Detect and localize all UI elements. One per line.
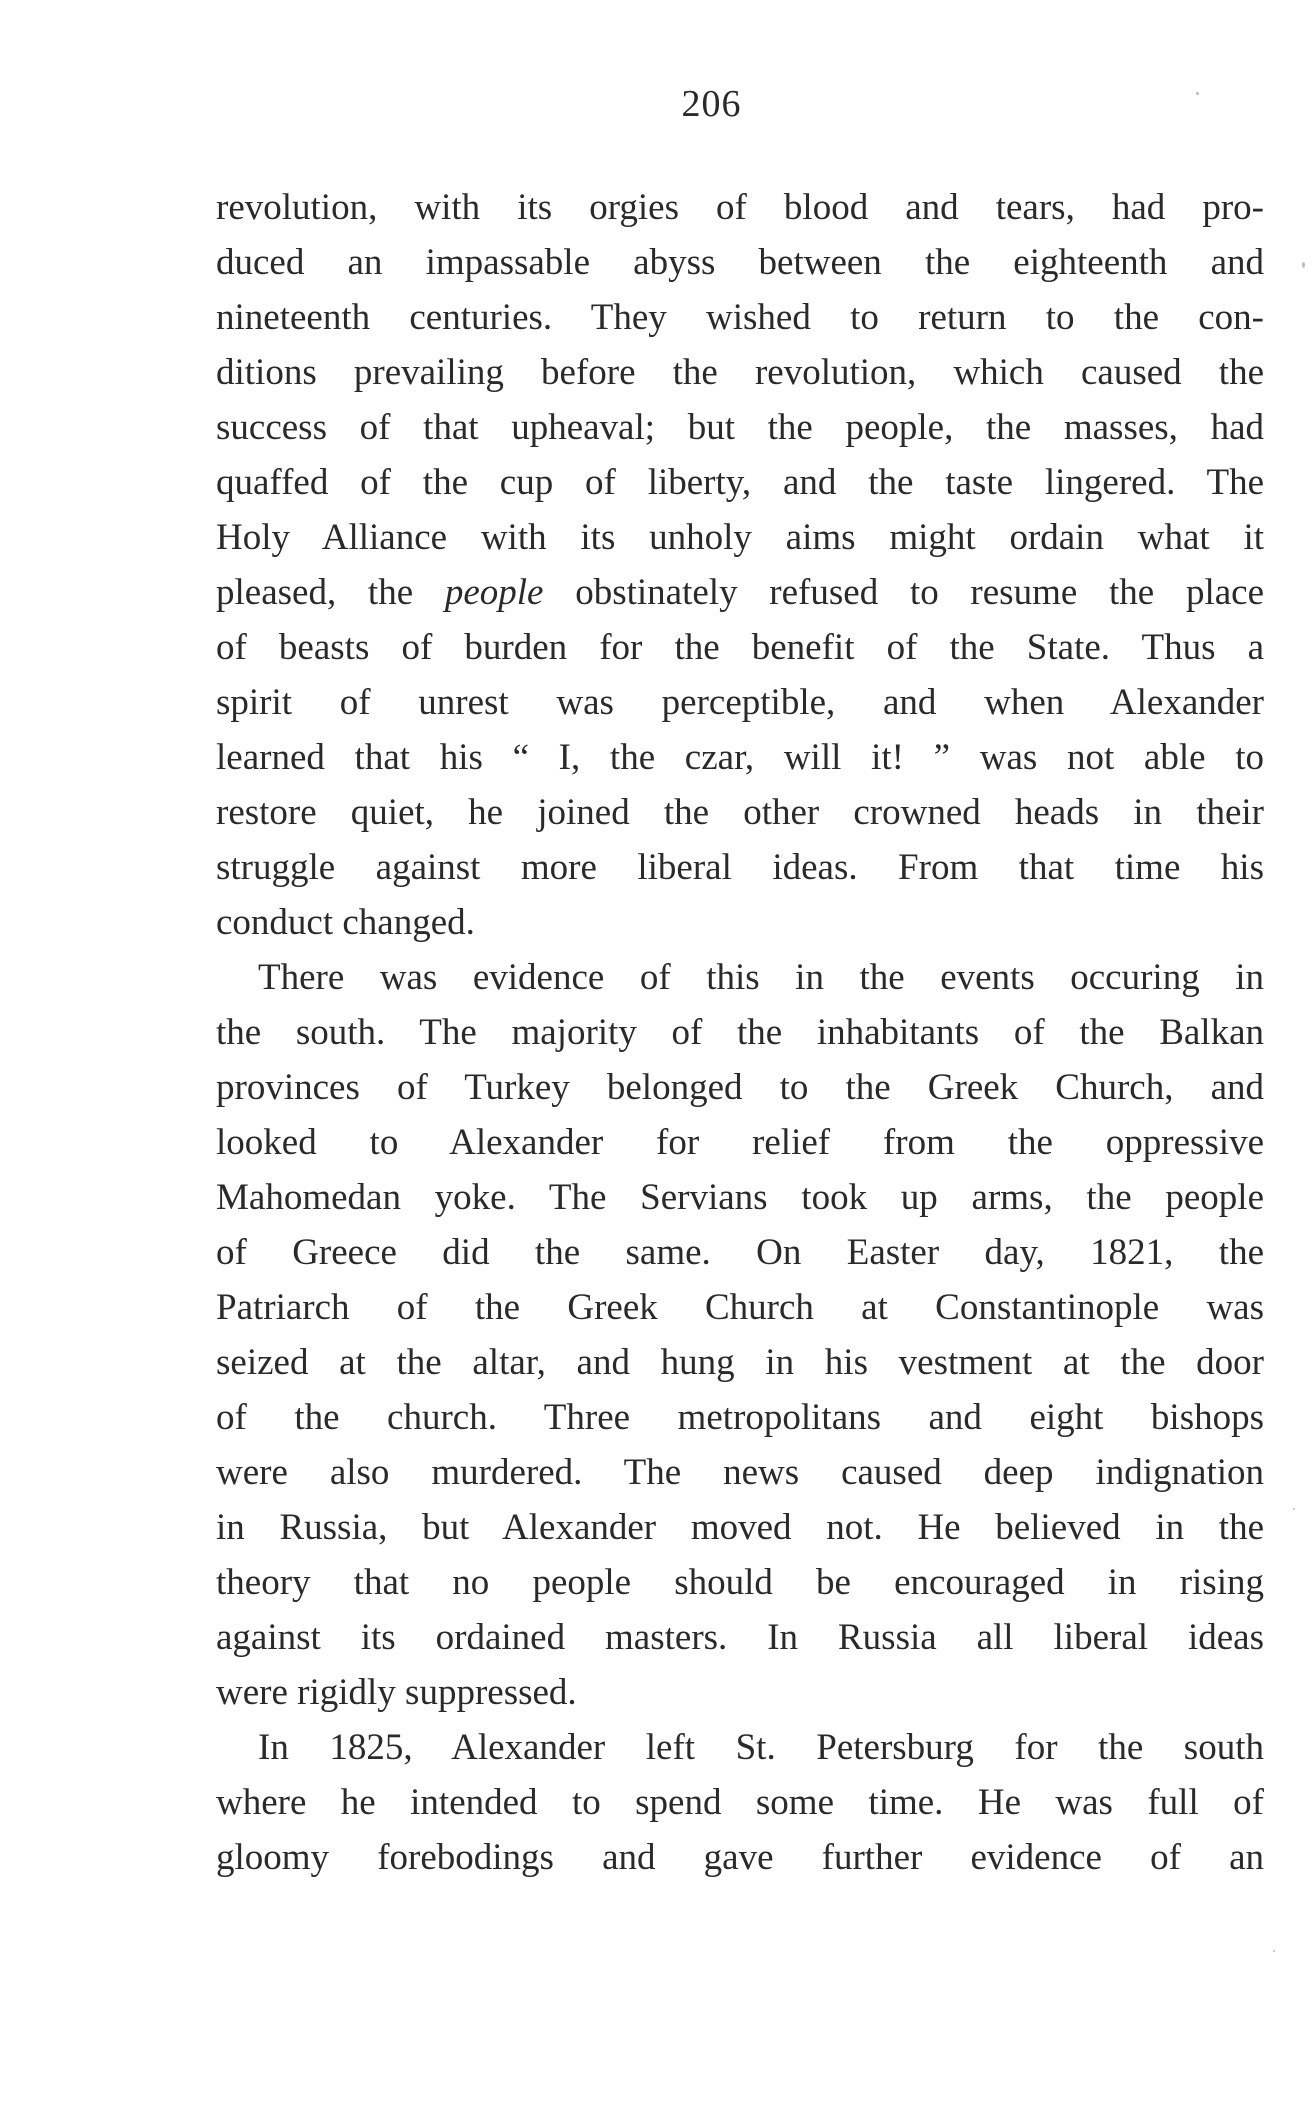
scan-speck [1273, 1950, 1275, 1952]
text-line: restore quiet, he joined the other crowned heads in their [216, 792, 1264, 833]
paragraph [216, 1720, 1264, 1885]
text-line: of Greece did the same. On Easter day, 1821, the [216, 1232, 1264, 1273]
text-line: nineteenth centuries. They wished to return to the con- [216, 297, 1264, 338]
text-line: seized at the altar, and hung in his vestment at the door [216, 1342, 1264, 1383]
text-line: theory that no people should be encouraged in rising [216, 1562, 1264, 1603]
text-line: In 1825, Alexander left St. Petersburg for the south [258, 1727, 1264, 1768]
text-line: struggle against more liberal ideas. From that time his [216, 847, 1264, 888]
text-line: There was evidence of this in the events occuring in [258, 957, 1264, 998]
text-line: the south. The majority of the inhabitants of the Balkan [216, 1012, 1264, 1053]
text-line: where he intended to spend some time. He was full of [216, 1782, 1264, 1823]
text-line: ditions prevailing before the revolution, which caused the [216, 352, 1264, 393]
text-line: success of that upheaval; but the people, the masses, had [216, 407, 1264, 448]
text-line: against its ordained masters. In Russia all liberal ideas [216, 1617, 1264, 1658]
text-line: were rigidly suppressed. [216, 1672, 577, 1713]
text-line: duced an impassable abyss between the eighteenth and [216, 242, 1264, 283]
emphasis-text: people [444, 572, 544, 613]
text-line: conduct changed. [216, 902, 475, 943]
page-number: 206 [681, 83, 742, 125]
text-run: pleased, the [216, 572, 445, 613]
paragraph [216, 950, 1264, 1720]
text-run: obstinately refused to resume the place [543, 572, 1264, 613]
text-line: Patriarch of the Greek Church at Constantinople was [216, 1287, 1264, 1328]
text-line: of the church. Three metropolitans and eight bishops [216, 1397, 1264, 1438]
body-text [216, 180, 1264, 1885]
text-line: Mahomedan yoke. The Servians took up arms, the people [216, 1177, 1264, 1218]
text-line: learned that his “ I, the czar, will it! ” was not able to [216, 737, 1264, 778]
scan-speck [1293, 1508, 1295, 1510]
text-line: Holy Alliance with its unholy aims might ordain what it [216, 517, 1264, 558]
text-line: looked to Alexander for relief from the oppressive [216, 1122, 1264, 1163]
text-line: in Russia, but Alexander moved not. He believed in the [216, 1507, 1264, 1548]
text-line: provinces of Turkey belonged to the Greek Church, and [216, 1067, 1264, 1108]
text-line: gloomy forebodings and gave further evidence of an [216, 1837, 1264, 1878]
paragraph [216, 180, 1264, 950]
text-line [216, 565, 1264, 620]
scan-speck [1196, 92, 1199, 95]
text-line: spirit of unrest was perceptible, and when Alexander [216, 682, 1264, 723]
text-line: revolution, with its orgies of blood and tears, had pro- [216, 187, 1264, 228]
text-line: of beasts of burden for the benefit of the State. Thus a [216, 627, 1264, 668]
text-line: were also murdered. The news caused deep indignation [216, 1452, 1264, 1493]
text-line: quaffed of the cup of liberty, and the taste lingered. The [216, 462, 1264, 503]
scan-speck [1302, 262, 1305, 268]
